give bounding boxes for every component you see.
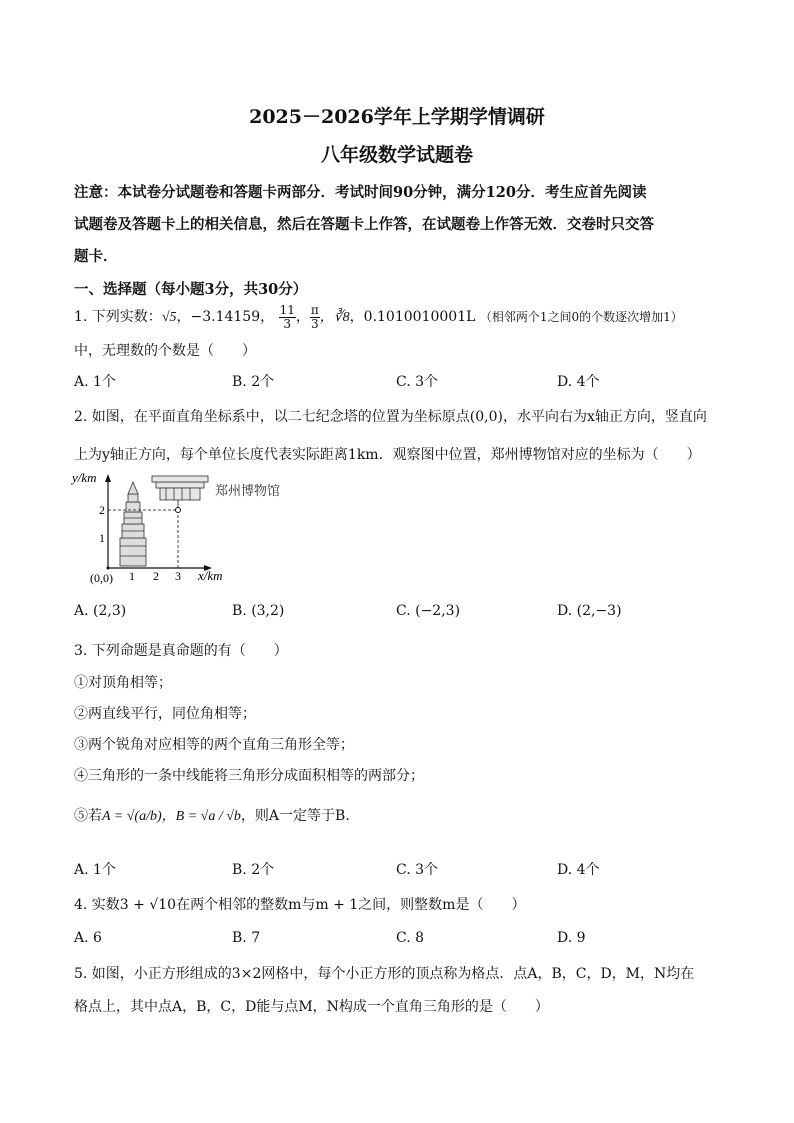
q3-option-a[interactable]: A. 1个 [74, 862, 116, 878]
question-5-line-2: 格点上，其中点A，B，C，D能与点M，N构成一个直角三角形的是（ ） [74, 999, 549, 1015]
section-heading: 一、选择题（每小题3分，共30分） [74, 281, 308, 298]
notice-line-3: 题卡． [74, 248, 118, 265]
q3-option-b[interactable]: B. 2个 [232, 862, 275, 878]
q4-option-b[interactable]: B. 7 [232, 930, 261, 946]
x-tick-1: 1 [129, 569, 135, 583]
q1-option-a[interactable]: A. 1个 [74, 374, 116, 390]
x-tick-3: 3 [175, 569, 181, 583]
question-1-line-2: 中，无理数的个数是（ ） [74, 343, 256, 359]
statement-5: ⑤若A = √(a/b)，B = √a / √b，则A一定等于B． [74, 808, 360, 824]
statement-1: ①对顶角相等； [74, 675, 172, 691]
notice-line-2: 试题卷及答题卡上的相关信息，然后在答题卡上作答，在试题卷上作答无效．交卷时只交答 [74, 216, 654, 233]
q1-option-d[interactable]: D. 4个 [557, 374, 600, 390]
exam-subtitle: 八年级数学试题卷 [320, 144, 473, 166]
x-axis-label: x/km [198, 568, 223, 583]
question-3-line-1: 3. 下列命题是真命题的有（ ） [74, 643, 288, 659]
q2-option-a[interactable]: A. (2,3) [74, 603, 127, 619]
fraction-11-3: $\frac{11}{3}$ [279, 302, 295, 331]
q4-option-a[interactable]: A. 6 [74, 930, 102, 946]
y-axis-label: y/km [72, 470, 97, 485]
y-tick-2: 2 [99, 503, 105, 517]
coordinate-figure [70, 468, 281, 588]
exam-title: 2025－2026学年上学期学情调研 [249, 106, 545, 128]
question-1-line-1: 1. 下列实数：√5，−3.14159， $\frac{11}{3}$ ， $\frac{\pi}{3}$ ，∛8，0.1010010001L （相邻两个1之间0的个数逐次增加1） [74, 302, 683, 331]
question-5-line-1: 5. 如图，小正方形组成的3×2网格中，每个小正方形的顶点称为格点．点A，B，C，D，M，N均在 [74, 966, 695, 982]
question-2-line-2: 上为y轴正方向，每个单位长度代表实际距离1km．观察图中位置，郑州博物馆对应的坐标为（ ） [74, 447, 701, 463]
fraction-pi-3: $\frac{\pi}{3}$ [310, 302, 319, 331]
q3-option-d[interactable]: D. 4个 [557, 862, 600, 878]
q1-option-b[interactable]: B. 2个 [232, 374, 275, 390]
question-2-line-1: 2. 如图，在平面直角坐标系中，以二七纪念塔的位置为坐标原点(0,0)，水平向右为x轴正方向，竖直向 [74, 409, 707, 425]
museum-point [176, 508, 181, 513]
origin-point [107, 567, 110, 570]
q2-option-b[interactable]: B. (3,2) [232, 603, 285, 619]
x-tick-2: 2 [153, 569, 159, 583]
museum-building-icon [152, 476, 208, 500]
y-tick-1: 1 [99, 531, 105, 545]
y-axis-arrow [105, 474, 111, 482]
q2-option-d[interactable]: D. (2,−3) [557, 603, 622, 619]
q4-option-d[interactable]: D. 9 [557, 930, 586, 946]
q3-option-c[interactable]: C. 3个 [396, 862, 439, 878]
notice-line-1: 注意：本试卷分试题卷和答题卡两部分．考试时间90分钟，满分120分．考生应首先阅读 [74, 184, 647, 201]
q1-option-c[interactable]: C. 3个 [396, 374, 439, 390]
statement-4: ④三角形的一条中线能将三角形分成面积相等的两部分； [74, 768, 424, 784]
statement-3: ③两个锐角对应相等的两个直角三角形全等； [74, 737, 354, 753]
museum-label: 郑州博物馆 [215, 483, 281, 498]
question-4-line-1: 4. 实数3 + √10在两个相邻的整数m与m + 1之间，则整数m是（ ） [74, 897, 526, 913]
q4-option-c[interactable]: C. 8 [396, 930, 425, 946]
q2-option-c[interactable]: C. (−2,3) [396, 603, 461, 619]
origin-label: (0,0) [90, 571, 113, 585]
statement-2: ②两直线平行，同位角相等； [74, 706, 256, 722]
tower-icon [120, 482, 146, 566]
